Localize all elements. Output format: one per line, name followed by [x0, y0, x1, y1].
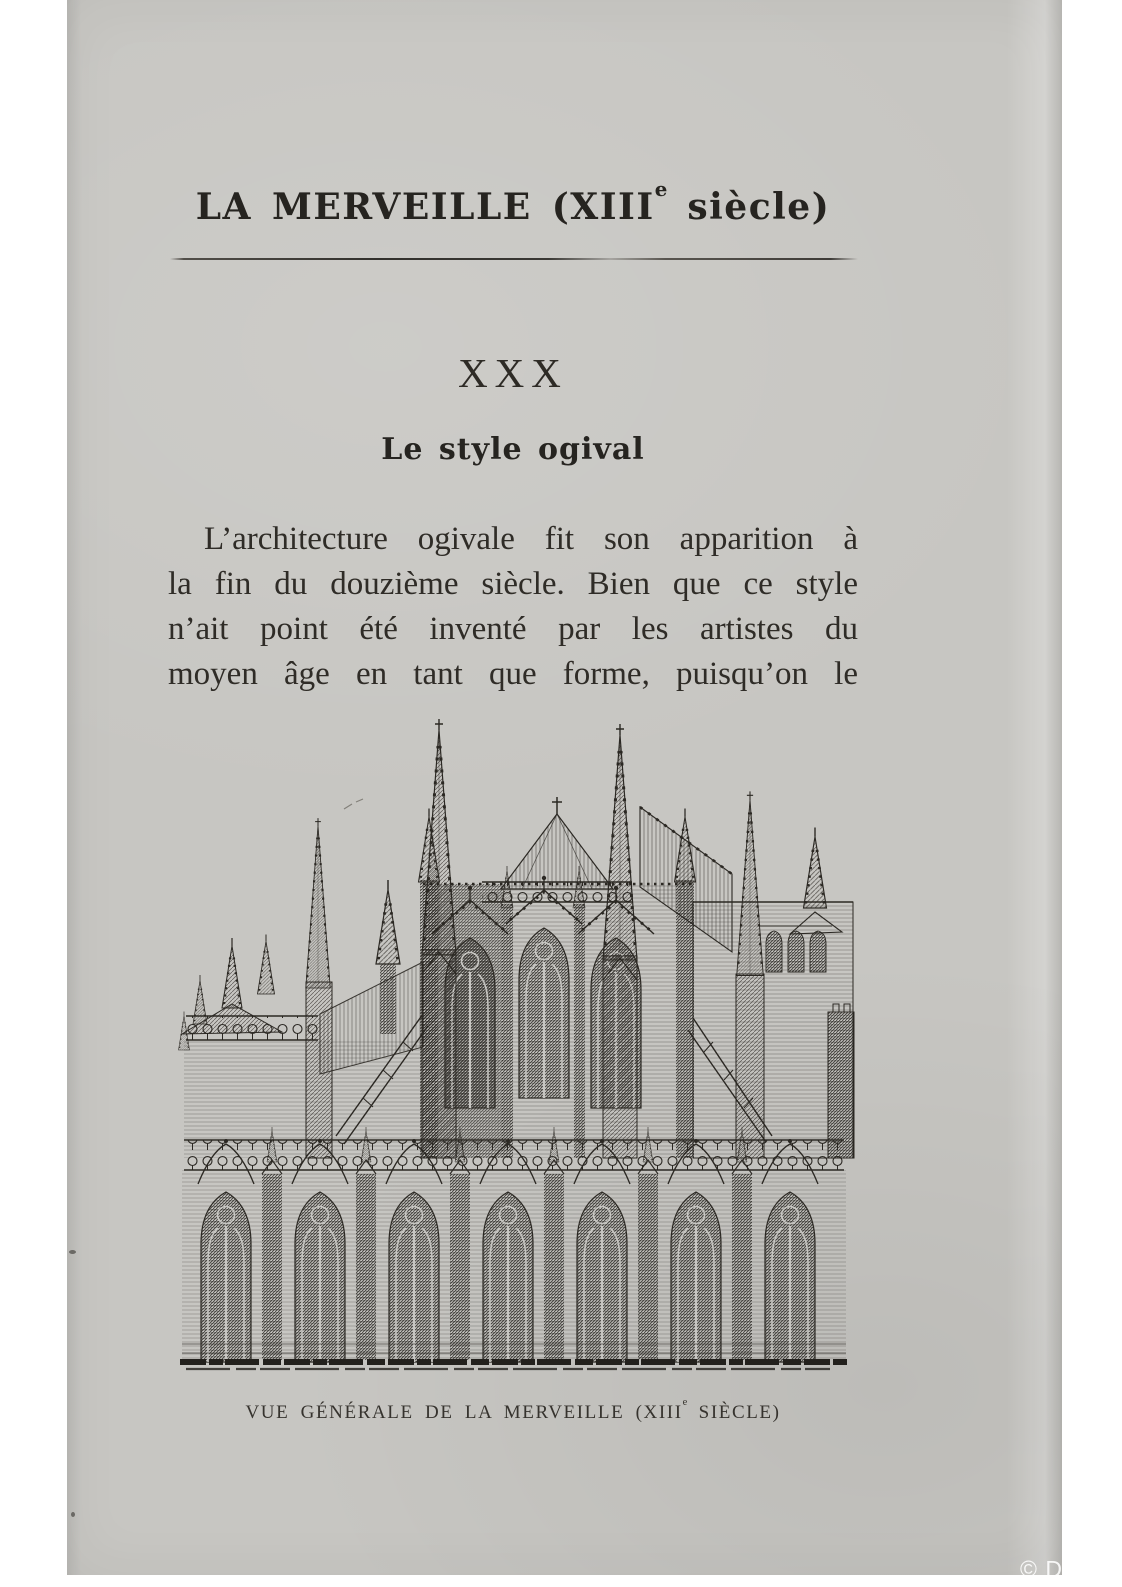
body-paragraph — [168, 517, 858, 697]
page-speck — [71, 1512, 75, 1517]
paragraph-line: la fin du douzième siècle. Bien que ce style — [168, 566, 858, 602]
paragraph-line: n’ait point été inventé par les artistes du — [168, 611, 858, 647]
page-title-superscript: e — [654, 177, 668, 202]
figure-caption — [168, 1397, 858, 1424]
page-title-text: LA MERVEILLE (XIII — [195, 186, 655, 228]
book-page — [67, 0, 1062, 1575]
engraving-figure — [170, 712, 858, 1374]
figure-caption-superscript: e — [682, 1397, 688, 1409]
section-title: Le style ogival — [381, 432, 645, 467]
paragraph-line: moyen âge en tant que forme, puisqu’on le — [168, 656, 858, 692]
header-rule — [170, 258, 858, 260]
copyright-watermark: © DR — [1020, 1556, 1081, 1582]
merveille-engraving-illustration — [170, 712, 858, 1374]
chapter-number: XXX — [458, 350, 568, 396]
figure-caption-text: VUE GÉNÉRALE DE LA MERVEILLE (XIII — [245, 1402, 683, 1423]
page-title — [168, 177, 858, 228]
paragraph-line: L’architecture ogivale fit son apparition à — [204, 521, 858, 557]
page-speck — [69, 1250, 76, 1254]
page-title-suffix: siècle) — [667, 186, 831, 228]
figure-caption-suffix: SIÈCLE) — [687, 1402, 781, 1423]
